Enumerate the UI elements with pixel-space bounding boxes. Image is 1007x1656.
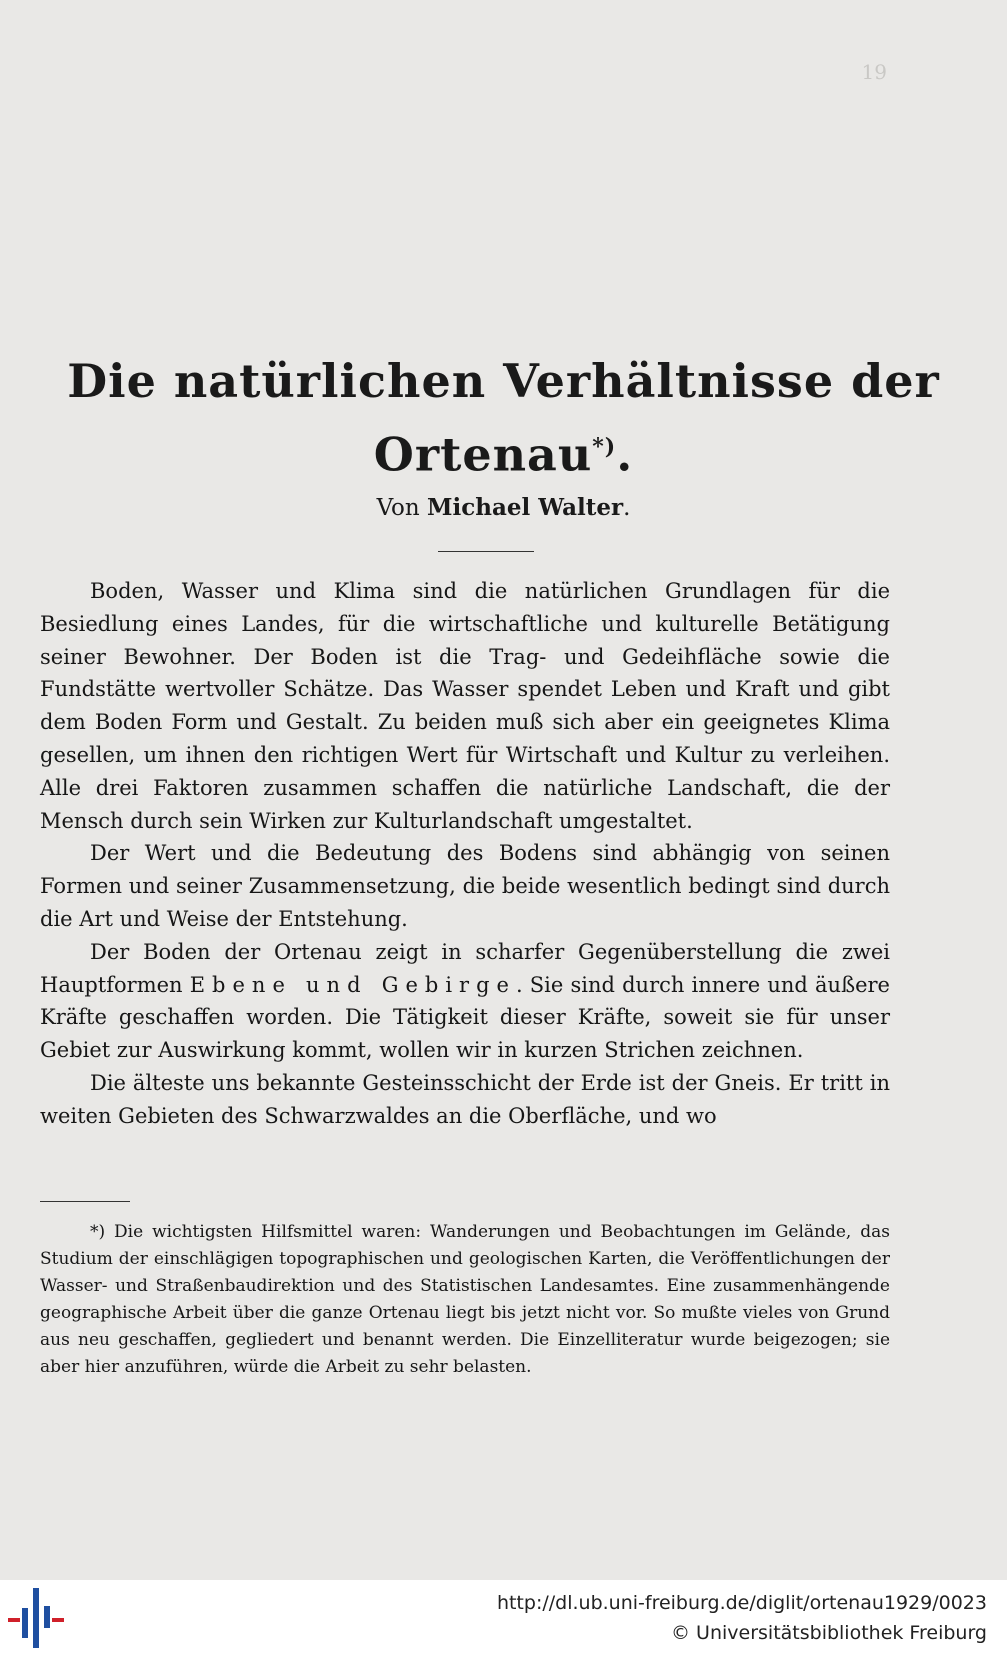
paragraph-3 xyxy=(40,936,890,1067)
footnote-separator-rule xyxy=(40,1201,130,1202)
paragraph-3-start: Der Boden der Ortenau zeigt in scharfer Gegenüberstellung die zwei Hauptformen xyxy=(40,939,890,997)
byline-period: . xyxy=(623,495,631,521)
paragraph-3-end: . Sie sind durch innere und äußere Kräfte geschaffen worden. Die Tätigkeit dieser Kräfte, soweit sie für unser Gebiet zur Auswirkung kommt, wollen wir in kurzen Strichen zeichnen. xyxy=(40,972,890,1063)
term-und: und xyxy=(291,972,382,997)
title-line-2 xyxy=(0,414,1007,487)
footnote-marker: *) xyxy=(592,434,617,460)
title-ortenau: Ortenau xyxy=(373,427,593,482)
title-line-1: Die natürlichen Verhältnisse der xyxy=(67,354,940,408)
viewer-footer xyxy=(0,1580,1007,1656)
page-number: 19 xyxy=(861,60,887,84)
byline-prefix: Von xyxy=(376,495,420,521)
paragraph-2: Der Wert und die Bedeutung des Bodens sind abhängig von seinen Formen und seiner Zusammensetzung, die beide wesentlich bedingt sind durch die Art und Weise der Entstehung. xyxy=(40,841,890,931)
title-separator-rule xyxy=(438,551,534,552)
paragraph-1: Boden, Wasser und Klima sind die natürlichen Grundlagen für die Besiedlung eines Landes, für die wirtschaftliche und kulturelle Betätigung seiner Bewohner. Der Boden ist die Trag- und Gedeihfläche sowie die Fundstätte wertvoller Schätze. Das Wasser spendet Leben und Kraft und gibt dem Boden Form und Gestalt. Zu beiden muß sich aber ein geeignetes Klima gesellen, um ihnen den richtigen Wert für Wirtschaft und Kultur zu verleihen. Alle drei Faktoren zusammen schaffen die natürliche Landschaft, die der Mensch durch sein Wirken zur Kulturlandschaft umgestaltet. xyxy=(40,579,890,833)
copyright-notice: © Universitätsbibliothek Freiburg xyxy=(671,1622,987,1644)
page-title xyxy=(0,348,1007,487)
ub-freiburg-logo-icon xyxy=(8,1588,64,1648)
byline xyxy=(0,494,1007,521)
article-body xyxy=(40,575,890,1133)
footnote: *) Die wichtigsten Hilfsmittel waren: Wanderungen und Beobachtungen im Gelände, das Studium der einschlägigen topographischen und geologischen Karten, die Veröffentlichungen der Wasser- und Straßenbaudirektion und des Statistischen Landesamtes. Eine zusammenhängende geographische Arbeit über die ganze Ortenau liegt bis jetzt nicht vor. So mußte vieles von Grund aus neu geschaffen, gegliedert und benannt werden. Die Einzelliteratur wurde beigezogen; sie aber hier anzuführen, würde die Arbeit zu sehr belasten. xyxy=(40,1222,890,1377)
paragraph-4: Die älteste uns bekannte Gesteinsschicht der Erde ist der Gneis. Er tritt in weiten Gebieten des Schwarzwaldes an die Oberfläche, und wo xyxy=(40,1070,890,1128)
term-ebene: Ebene xyxy=(189,972,292,997)
title-period: . xyxy=(616,427,634,482)
author-name: Michael Walter xyxy=(427,494,624,521)
permalink-link[interactable]: http://dl.ub.uni-freiburg.de/diglit/ortenau1929/0023 xyxy=(496,1592,987,1614)
term-gebirge: Gebirge xyxy=(381,972,516,997)
